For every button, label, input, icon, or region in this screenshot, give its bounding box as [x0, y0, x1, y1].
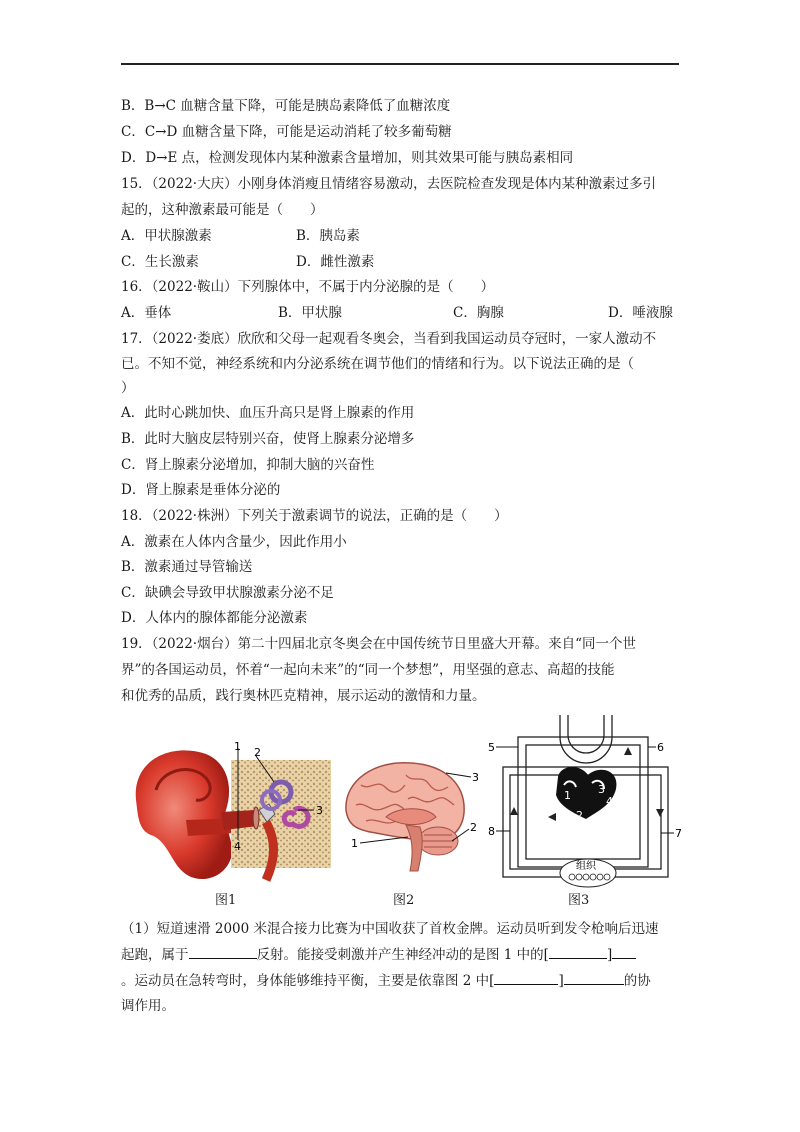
figure1-ear-diagram: [126, 740, 336, 890]
q17-option-d: D．肾上腺素是垂体分泌的: [121, 482, 281, 498]
q16-option-d: D．唾液腺: [608, 305, 673, 321]
q17-option-b: B．此时大脑皮层特别兴奋，使肾上腺素分泌增多: [121, 431, 415, 447]
fig2-label-1: 1: [351, 837, 358, 850]
fig3-label-1: 1: [564, 789, 571, 802]
fig1-label-3: 3: [316, 804, 323, 817]
q19-stem-line3: 和优秀的品质，践行奥林匹克精神，展示运动的激情和力量。: [121, 688, 486, 704]
fig3-tissue-label: 组织: [576, 861, 596, 872]
q15-option-b: B．胰岛素: [296, 228, 360, 244]
q19-sub1-text-c: ]: [606, 947, 613, 963]
fig1-label-4: 4: [234, 840, 241, 853]
q15-option-c: C．生长激素: [121, 254, 199, 270]
q17-stem-line3: ）: [121, 380, 135, 396]
q17-option-c: C．肾上腺素分泌增加，抑制大脑的兴奋性: [121, 457, 375, 473]
q17-stem-line1: 17．（2022·娄底）欣欣和父母一起观看冬奥会，当看到我国运动员夺冠时，一家人激动不: [121, 331, 657, 347]
q19-sub1-text-e: ]: [558, 973, 564, 989]
q19-sub1-line1: （1）短道速滑 2000 米混合接力比赛为中国收获了首枚金牌。运动员听到发令枪响后迅速: [121, 921, 659, 937]
q15-option-a: A．甲状腺激素: [121, 228, 212, 244]
q15-stem-line2: 起的，这种激素最可能是（ ）: [121, 202, 324, 218]
q16-option-c: C．胸腺: [453, 305, 504, 321]
fig3-label-7: 7: [675, 827, 682, 840]
fig3-label-6: 6: [657, 741, 664, 754]
q19-sub1-text-d: 。运动员在急转弯时，身体能够维持平衡，主要是依靠图 2 中[: [121, 973, 495, 989]
q18-option-b: B．激素通过导管输送: [121, 559, 253, 575]
header-rule: [121, 63, 679, 65]
fig3-label-8: 8: [488, 825, 495, 838]
q14-option-b: B．B→C 血糖含量下降，可能是胰岛素降低了血糖浓度: [121, 98, 451, 114]
answer-blank-fig1-number[interactable]: [549, 944, 607, 959]
q17-stem-line2: 已。不知不觉，神经系统和内分泌系统在调节他们的情绪和行为。以下说法正确的是（: [121, 356, 634, 372]
answer-blank-fig2-number[interactable]: [494, 970, 558, 985]
q18-stem: 18．（2022·株洲）下列关于激素调节的说法，正确的是（ ）: [121, 508, 508, 524]
fig1-label-2: 2: [254, 746, 261, 759]
fig3-label-2: 2: [576, 809, 583, 822]
fig3-label-4: 4: [606, 795, 613, 808]
figure3-circulation-diagram: [488, 707, 688, 893]
q19-sub1-line2: [121, 944, 636, 965]
q19-sub1-text-b: 反射。能接受刺激并产生神经冲动的是图 1 中的[: [256, 947, 549, 963]
answer-blank-fig1-name[interactable]: [612, 944, 636, 959]
q15-option-d: D．雌性激素: [296, 254, 375, 270]
figure2-caption: 图2: [393, 893, 415, 908]
q19-sub1-text-a: 起跑，属于: [121, 947, 189, 963]
q16-option-a: A．垂体: [121, 305, 172, 321]
q19-sub1-text-f: 的协: [623, 973, 651, 989]
q18-option-a: A．激素在人体内含量少，因此作用小: [121, 534, 347, 550]
figure2-brain-diagram: [336, 755, 486, 875]
q19-stem-line1: 19．（2022·烟台）第二十四届北京冬奥会在中国传统节日里盛大开幕。来自“同一个世: [121, 636, 636, 652]
fig1-label-1: 1: [234, 740, 241, 753]
fig3-label-5: 5: [488, 741, 495, 754]
q19-stem-line2: 界”的各国运动员，怀着“一起向未来”的“同一个梦想”，用坚强的意志、高超的技能: [121, 662, 615, 678]
fig2-label-2: 2: [470, 821, 477, 834]
q14-option-c: C．C→D 血糖含量下降，可能是运动消耗了较多葡萄糖: [121, 124, 452, 140]
q16-option-b: B．甲状腺: [278, 305, 342, 321]
q16-stem: 16．（2022·鞍山）下列腺体中，不属于内分泌腺的是（ ）: [121, 279, 495, 295]
figure3-caption: 图3: [568, 893, 590, 908]
q18-option-d: D．人体内的腺体都能分泌激素: [121, 610, 308, 626]
fig3-label-3: 3: [598, 783, 605, 796]
q19-sub1-line4: 调作用。: [121, 998, 175, 1014]
answer-blank-fig2-name[interactable]: [564, 970, 624, 985]
fig2-label-3: 3: [472, 771, 479, 784]
answer-blank-reflex-type[interactable]: [189, 944, 257, 959]
q14-option-d: D．D→E 点，检测发现体内某种激素含量增加，则其效果可能与胰岛素相同: [121, 150, 574, 166]
figure1-caption: 图1: [215, 893, 237, 908]
q15-stem-line1: 15．（2022·大庆）小刚身体消瘦且情绪容易激动，去医院检查发现是体内某种激素过多引: [121, 176, 657, 192]
q17-option-a: A．此时心跳加快、血压升高只是肾上腺素的作用: [121, 405, 415, 421]
q18-option-c: C．缺碘会导致甲状腺激素分泌不足: [121, 585, 334, 601]
q19-sub1-line3: [121, 970, 651, 991]
